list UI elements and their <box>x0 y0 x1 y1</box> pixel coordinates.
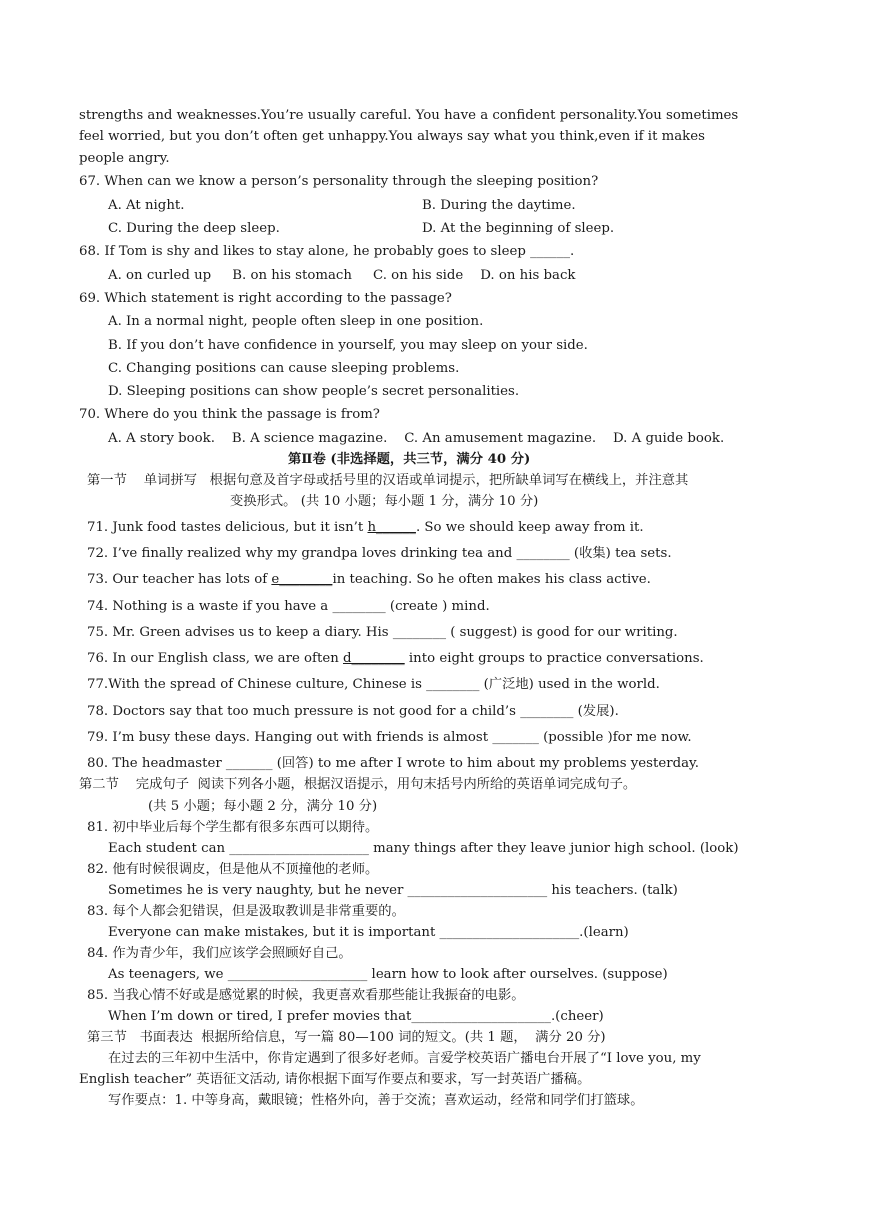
section-2-heading-cont: (共 5 小题；每小题 2 分，满分 10 分) <box>148 799 378 814</box>
section-1-heading: 第一节 单词拼写 根据句意及首字母或括号里的汉语或单词提示，把所缺单词写在横线上，并注意其 <box>87 473 689 488</box>
item-84-english: As teenagers, we _____________________ learn how to look after ourselves. (suppose) <box>108 967 668 982</box>
section-3-heading: 第三节 书面表达 根据所给信息，写一篇 80—100 词的短文。(共 1 题， 满分 20 分) <box>87 1030 606 1045</box>
item-85-english: When I’m down or tired, I prefer movies that_____________________.(cheer) <box>108 1009 604 1024</box>
question-69-option-b: B. If you don’t have confidence in yourself, you may sleep on your side. <box>108 338 588 353</box>
question-70-options: A. A story book. B. A science magazine. C. An amusement magazine. D. A guide book. <box>108 431 725 446</box>
item-84-chinese: 84. 作为青少年，我们应该学会照顾好自己。 <box>87 946 352 961</box>
item-75: 75. Mr. Green advises us to keep a diary. His ________ ( suggest) is good for our writing. <box>87 625 678 640</box>
item-76: 76. In our English class, we are often d________ into eight groups to practice conversations. <box>87 651 704 666</box>
item-83-english: Everyone can make mistakes, but it is important _____________________.(learn) <box>108 925 629 940</box>
question-67-option-d: D. At the beginning of sleep. <box>422 221 615 236</box>
item-81-english: Each student can _____________________ many things after they leave junior high school. (look) <box>108 841 739 856</box>
item-80: 80. The headmaster _______ (回答) to me after I wrote to him about my problems yesterday. <box>87 756 699 771</box>
writing-points: 写作要点：1. 中等身高，戴眼镜；性格外向，善于交流；喜欢运动，经常和同学们打篮球。 <box>108 1093 644 1108</box>
question-68-options: A. on curled up B. on his stomach C. on his side D. on his back <box>108 268 576 283</box>
question-69-option-c: C. Changing positions can cause sleeping problems. <box>108 361 460 376</box>
question-69-option-d: D. Sleeping positions can show people’s secret personalities. <box>108 384 520 399</box>
section-3-paragraph: 在过去的三年初中生活中，你肯定遇到了很多好老师。言爱学校英语广播电台开展了“I love you, my <box>108 1051 701 1066</box>
question-68-stem: 68. If Tom is shy and likes to stay alone, he probably goes to sleep ______. <box>79 244 575 259</box>
item-73: 73. Our teacher has lots of e________in teaching. So he often makes his class active. <box>87 572 651 587</box>
question-70-stem: 70. Where do you think the passage is from? <box>79 407 380 422</box>
question-69-option-a: A. In a normal night, people often sleep in one position. <box>108 314 484 329</box>
item-83-chinese: 83. 每个人都会犯错误，但是汲取教训是非常重要的。 <box>87 904 405 919</box>
item-77: 77.With the spread of Chinese culture, Chinese is ________ (广泛地) used in the world. <box>87 677 660 692</box>
part-2-title: 第Ⅱ卷 (非选择题，共三节，满分 40 分) <box>288 452 531 467</box>
section-2-heading: 第二节 完成句子 阅读下列各小题，根据汉语提示，用句末括号内所给的英语单词完成句子。 <box>79 777 637 792</box>
item-78: 78. Doctors say that too much pressure is not good for a child’s ________ (发展). <box>87 704 619 719</box>
item-85-chinese: 85. 当我心情不好或是感觉累的时候，我更喜欢看那些能让我振奋的电影。 <box>87 988 525 1003</box>
question-67-option-a: A. At night. <box>108 198 185 213</box>
item-79: 79. I’m busy these days. Hanging out with friends is almost _______ (possible )for me now. <box>87 730 692 745</box>
question-67-option-c: C. During the deep sleep. <box>108 221 280 236</box>
question-67-stem: 67. When can we know a person’s personality through the sleeping position? <box>79 174 599 189</box>
item-82-chinese: 82. 他有时候很调皮，但是他从不顶撞他的老师。 <box>87 862 379 877</box>
question-67-option-b: B. During the daytime. <box>422 198 576 213</box>
section-3-paragraph-cont: English teacher” 英语征文活动, 请你根据下面写作要点和要求，写一封英语广播稿。 <box>79 1072 591 1087</box>
section-1-heading-cont: 变换形式。 (共 10 小题；每小题 1 分，满分 10 分) <box>230 494 539 509</box>
question-69-stem: 69. Which statement is right according to the passage? <box>79 291 452 306</box>
passage-line: feel worried, but you don’t often get unhappy.You always say what you think,even if it makes <box>79 129 705 144</box>
item-72: 72. I’ve finally realized why my grandpa loves drinking tea and ________ (收集) tea sets. <box>87 546 672 561</box>
item-71: 71. Junk food tastes delicious, but it isn’t h______. So we should keep away from it. <box>87 520 644 535</box>
item-82-english: Sometimes he is very naughty, but he never _____________________ his teachers. (talk) <box>108 883 678 898</box>
passage-line: strengths and weaknesses.You’re usually careful. You have a confident personality.You sometimes <box>79 108 739 123</box>
item-74: 74. Nothing is a waste if you have a ________ (create ) mind. <box>87 599 490 614</box>
passage-line: people angry. <box>79 151 170 166</box>
item-81-chinese: 81. 初中毕业后每个学生都有很多东西可以期待。 <box>87 820 379 835</box>
